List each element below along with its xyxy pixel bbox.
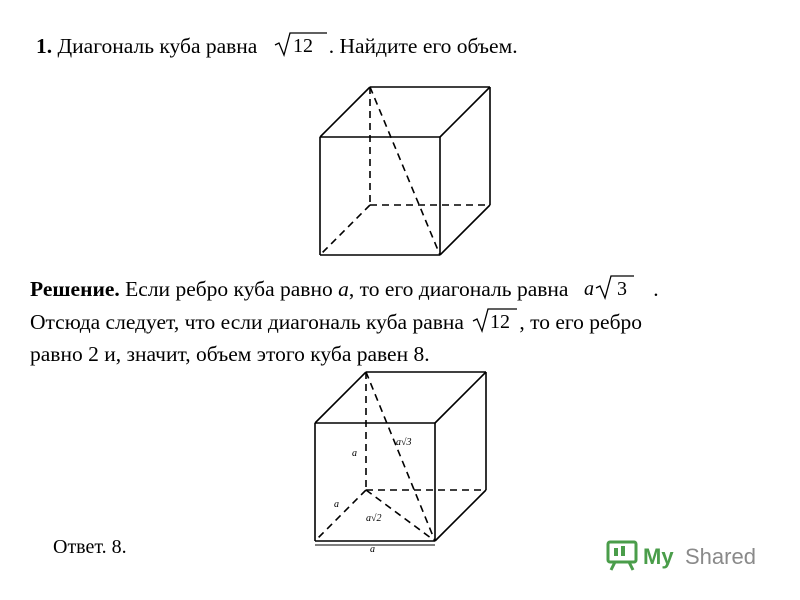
cube2-hidden-edge xyxy=(315,490,366,541)
cube2-edge xyxy=(435,372,486,423)
presentation-board-icon xyxy=(608,542,636,570)
solution-text: . xyxy=(653,277,659,301)
label-edge-vertical: a xyxy=(352,448,357,459)
label-space-diagonal: a√3 xyxy=(396,437,412,448)
a-sqrt-3-variable: a xyxy=(583,278,594,301)
cube2-edge xyxy=(315,372,366,423)
solution-text: равно 2 и, значит, объем этого куба равен 8. xyxy=(30,342,430,366)
sqrt-12-radicand: 12 xyxy=(292,35,313,58)
solution-text: Если ребро куба равно xyxy=(125,277,333,301)
logo-text-my: My xyxy=(643,544,674,569)
solution-text: , то его диагональ равна xyxy=(348,277,569,301)
problem-number: 1. xyxy=(36,34,53,58)
edge-variable: a xyxy=(338,277,349,301)
problem-text-after: . Найдите его объем. xyxy=(328,34,518,58)
label-edge-bottom-left: a xyxy=(334,499,339,510)
solution-heading: Решение. xyxy=(30,277,120,301)
a-sqrt-3-radicand: 3 xyxy=(616,278,627,301)
solution-text: , то его ребро xyxy=(519,310,643,334)
answer: Ответ. 8. xyxy=(53,536,127,558)
myshared-logo[interactable] xyxy=(605,537,765,573)
solution-text: Отсюда следует, что если диагональ куба равна xyxy=(30,310,464,334)
label-face-diagonal: a√2 xyxy=(366,513,382,524)
cube2-edge xyxy=(435,490,486,541)
label-edge-bottom: a xyxy=(370,544,375,555)
sqrt-12-radicand-2: 12 xyxy=(490,311,511,334)
problem-text-before: Диагональ куба равна xyxy=(57,34,258,58)
logo-text-shared: Shared xyxy=(685,544,756,569)
